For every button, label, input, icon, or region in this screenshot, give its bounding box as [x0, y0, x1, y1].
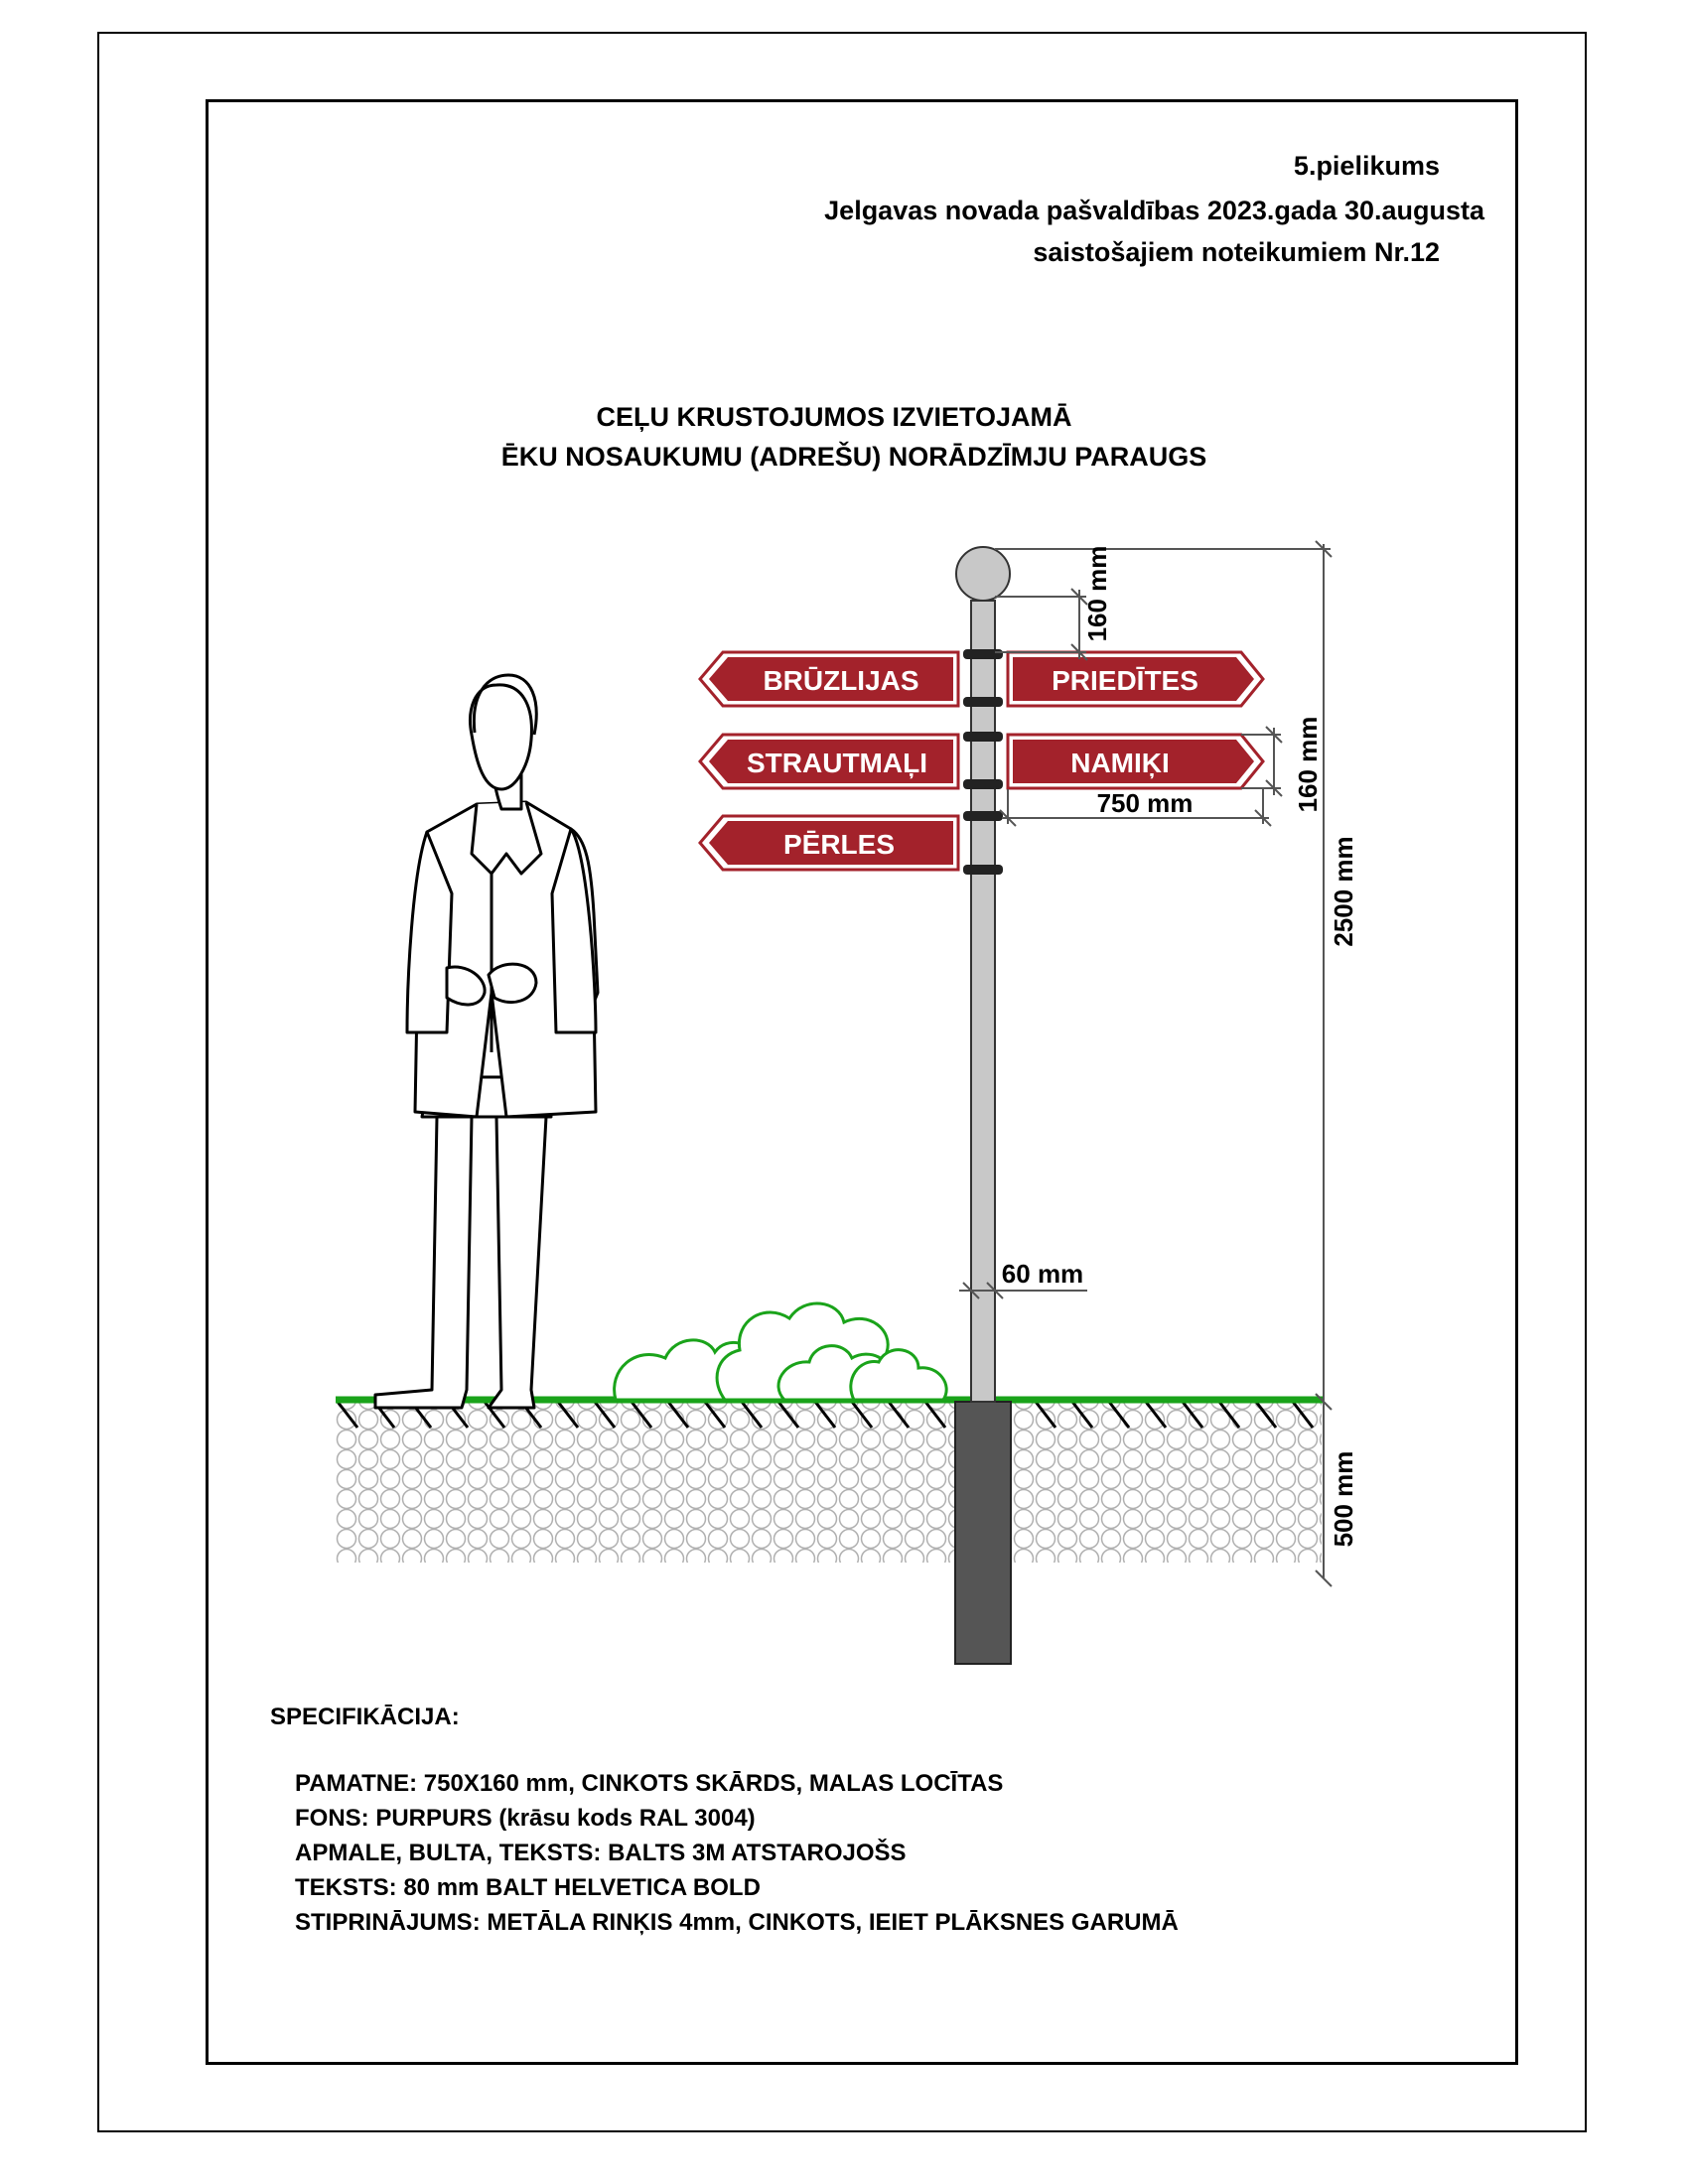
sign-label: STRAUTMAĻI: [747, 748, 927, 778]
sign-label: PĒRLES: [782, 829, 896, 860]
gravel-ground: [336, 1402, 1322, 1563]
spec-line-text: TEKSTS: 80 mm BALT HELVETICA BOLD: [295, 1874, 761, 1901]
dim-top-gap: 160 mm: [1082, 545, 1112, 642]
dim-pole-diameter: 60 mm: [1001, 1259, 1084, 1289]
dim-pole-height: 2500 mm: [1329, 836, 1358, 947]
clamp: [963, 649, 1003, 659]
clamp: [963, 732, 1003, 742]
page-title-line1: CEĻU KRUSTOJUMOS IZVIETOJAMĀ: [596, 402, 1072, 432]
dim-sign-width: 750 mm: [1096, 788, 1194, 818]
signpost-pole: [971, 601, 995, 1402]
spec-line-mounting: STIPRINĀJUMS: METĀLA RINĶIS 4mm, CINKOTS, IEIET PLĀKSNES GARUMĀ: [295, 1909, 1179, 1936]
spec-line-border: APMALE, BULTA, TEKSTS: BALTS 3M ATSTAROJOŠS: [295, 1840, 907, 1866]
sign-label: BRŪZLIJAS: [763, 665, 919, 696]
pole-cap: [956, 547, 1010, 601]
dim-foundation-depth: 500 mm: [1329, 1450, 1358, 1548]
bushes: [615, 1303, 947, 1400]
regulation-line: Jelgavas novada pašvaldības 2023.gada 30.augusta: [824, 196, 1484, 225]
sign-label: NAMIĶI: [1070, 748, 1170, 778]
dim-sign-height: 160 mm: [1293, 716, 1323, 813]
regulation-number-line: saistošajiem noteikumiem Nr.12: [1033, 237, 1440, 267]
annex-number: 5.pielikums: [1293, 151, 1440, 181]
sign-strautmali: [700, 735, 958, 788]
page-title-line2: ĒKU NOSAUKUMU (ADREŠU) NORĀDZĪMJU PARAUGS: [500, 442, 1207, 472]
sign-perles: [700, 816, 958, 870]
sign-priedites: [1008, 652, 1263, 706]
spec-line-base: PAMATNE: 750X160 mm, CINKOTS SKĀRDS, MALAS LOCĪTAS: [295, 1770, 1004, 1797]
person-figure: [375, 675, 598, 1408]
spec-heading: SPECIFIKĀCIJA:: [270, 1704, 460, 1730]
sign-bruzlijas: [700, 652, 958, 706]
pole-foundation: [955, 1402, 1011, 1664]
sign-namiki: [1008, 735, 1263, 788]
clamp: [963, 811, 1003, 821]
spec-line-background: FONS: PURPURS (krāsu kods RAL 3004): [295, 1805, 756, 1832]
sign-label: PRIEDĪTES: [1052, 665, 1198, 696]
clamp: [963, 697, 1003, 707]
clamp: [963, 865, 1003, 875]
clamp: [963, 779, 1003, 789]
